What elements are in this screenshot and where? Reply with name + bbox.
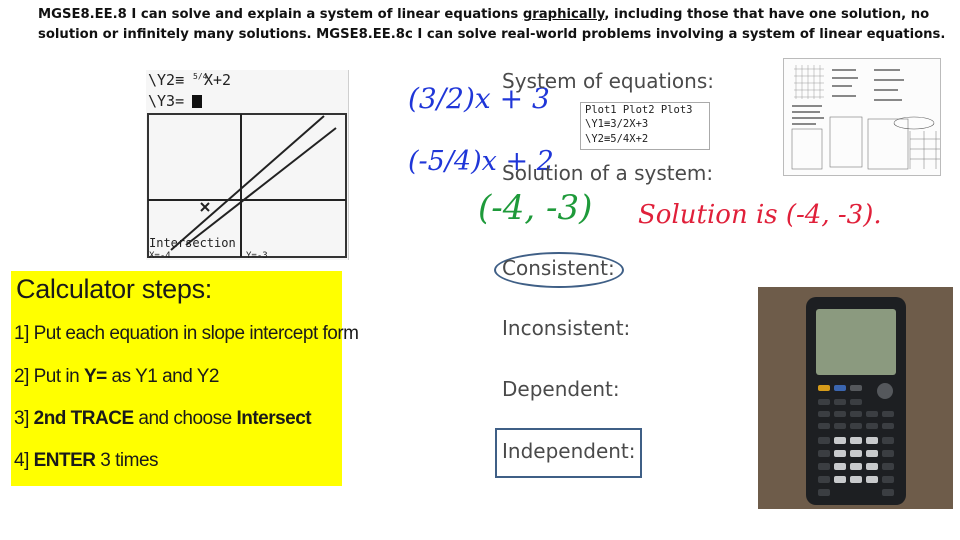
ti83-calculator-image: [758, 287, 953, 509]
handwritten-solution-text: Solution is (-4, -3).: [638, 200, 882, 230]
calculator-display: [816, 309, 896, 375]
calculator-step-2: 2] Put in Y= as Y1 and Y2: [14, 366, 219, 387]
handwritten-equation-2: (-5/4)x + 2: [408, 146, 554, 177]
term-consistent: Consistent:: [502, 256, 615, 280]
worksheet-drawing: [784, 59, 940, 175]
screen-y3-line: \Y3=: [148, 92, 185, 110]
calculator-graph-screen: [146, 70, 349, 260]
calculator-step-4: 4] ENTER 3 times: [14, 450, 159, 471]
term-dependent: Dependent:: [502, 377, 620, 401]
intersection-y: Y=-3: [246, 251, 268, 260]
handwritten-solution-point: (-4, -3): [478, 188, 593, 228]
calculator-steps-heading: Calculator steps:: [16, 274, 212, 304]
screen-y2-line: \Y2≡: [148, 71, 185, 89]
calculator-step-1: 1] Put each equation in slope intercept form: [14, 323, 359, 344]
line-y1: [171, 116, 324, 250]
calculator-step-3: 3] 2nd TRACE and choose Intersect: [14, 408, 312, 429]
eq-table-header: Plot1 Plot2 Plot3: [585, 104, 693, 116]
intersection-x: X=-4: [149, 251, 171, 260]
worksheet-thumbnail: [783, 58, 941, 176]
handwritten-equation-1: (3/2)x + 3: [408, 82, 550, 115]
equation-table-image: [580, 102, 710, 150]
eq-table-y1: \Y1≡3/2X+3: [585, 118, 649, 130]
calculator-graph: [146, 70, 348, 260]
standard-text: [38, 5, 953, 44]
standard-part1: MGSE8.EE.8 I can solve and explain a system of linear equations: [38, 7, 523, 22]
standard-underlined-word: graphically: [522, 7, 605, 22]
intersection-label: Intersection: [149, 236, 236, 250]
term-system-of-equations: System of equations:: [502, 69, 714, 93]
eq-table-y2: \Y2≡5/4X+2: [585, 133, 649, 145]
term-inconsistent: Inconsistent:: [502, 316, 631, 340]
calculator-photo: [758, 287, 953, 509]
calculator-steps-box: [11, 271, 359, 486]
term-independent: Independent:: [502, 439, 636, 463]
cursor-block: [192, 95, 202, 108]
screen-y2-rest: X+2: [204, 71, 232, 89]
screen-y2-frac: 5/4: [193, 72, 208, 81]
line-y2: [186, 128, 336, 245]
standard-part2: , including those that have one solution, no solution or infinitely many solutions. MGSE8.EE.8c I can solve real-world problems involving a system of linear equations.: [38, 7, 946, 42]
term-solution-of-system: Solution of a system:: [502, 161, 714, 185]
intersection-marker: [201, 203, 209, 211]
